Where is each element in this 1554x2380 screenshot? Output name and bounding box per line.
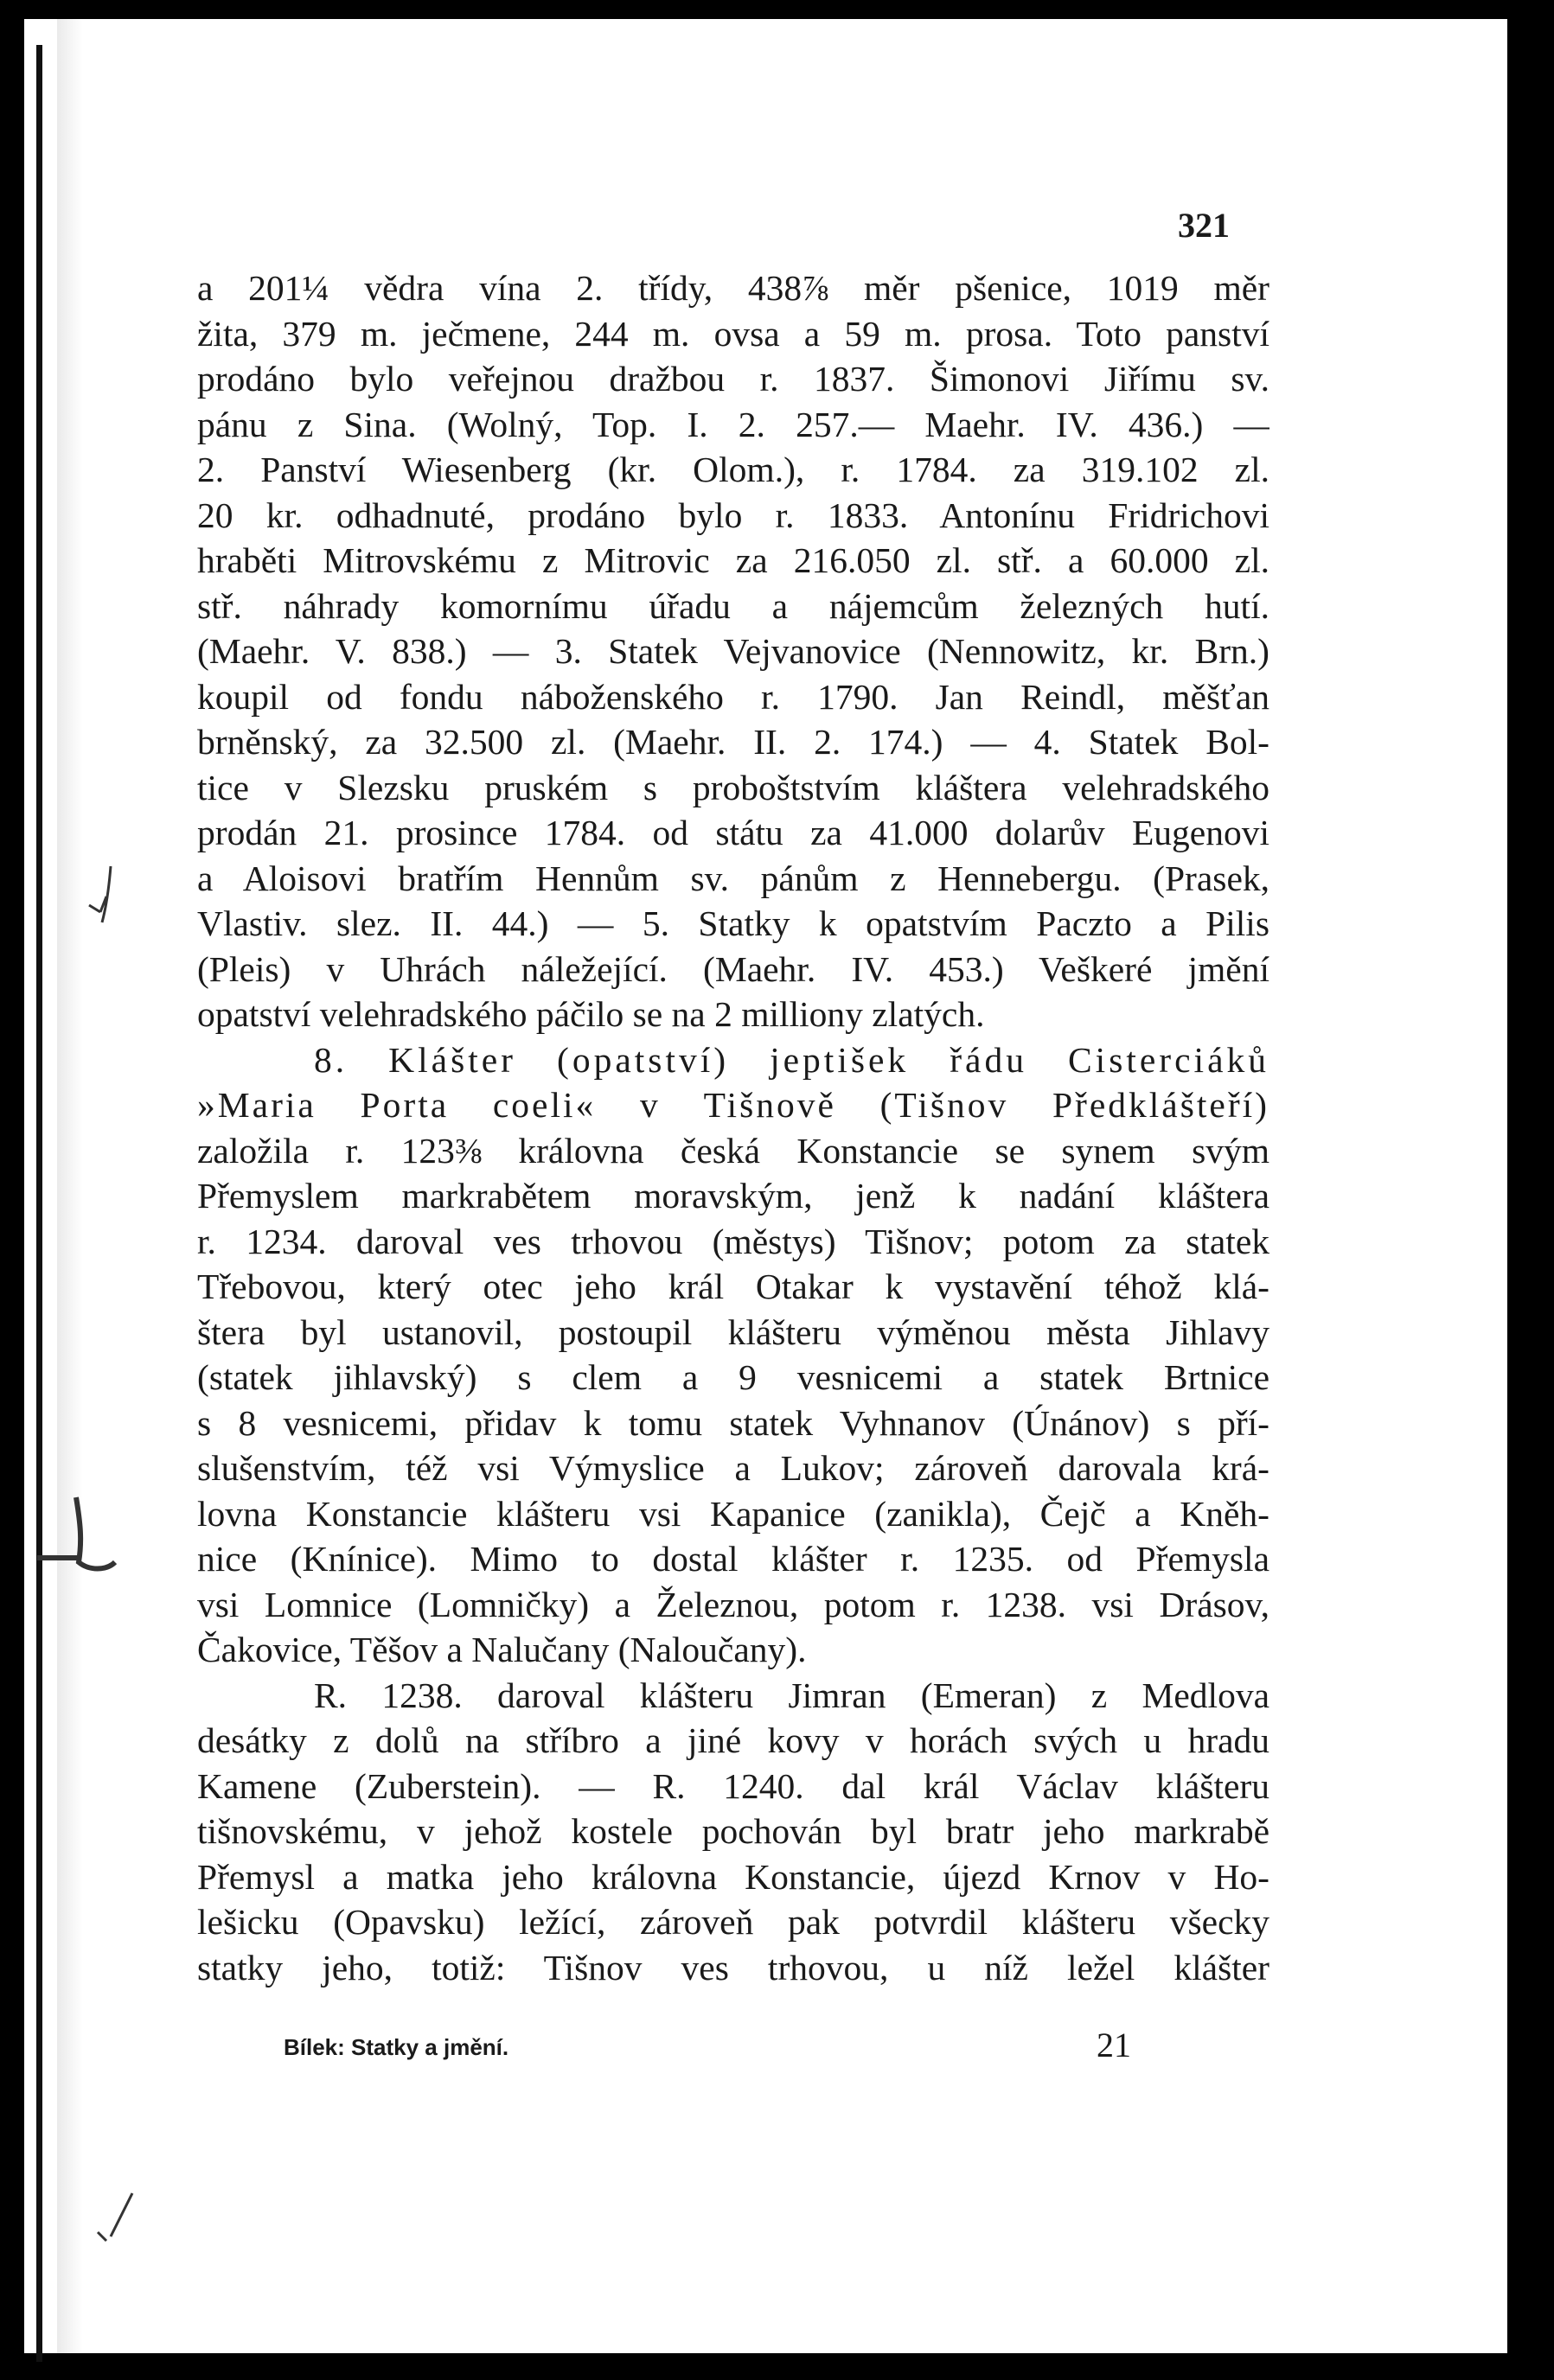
footer-signature: Bílek: Statky a jmění. xyxy=(284,2034,509,2060)
text-line: vsi Lomnice (Lomničky) a Železnou, potom r. 1238. vsi Drásov, xyxy=(197,1584,1269,1624)
body-text xyxy=(197,265,1269,1990)
text-line: nice (Knínice). Mimo to dostal klášter r. 1235. od Přemysla xyxy=(197,1539,1269,1579)
text-line: stř. náhrady komornímu úřadu a nájemcům železných hutí. xyxy=(197,585,1269,626)
text-line: štera byl ustanovil, postoupil klášteru výměnou města Jihlavy xyxy=(197,1311,1269,1352)
text-line: R. 1238. daroval klášteru Jimran (Emeran) z Medlova xyxy=(314,1675,1269,1715)
text-line: žita, 379 m. ječmene, 244 m. ovsa a 59 m. prosa. Toto panství xyxy=(197,313,1269,354)
text-line: tišnovskému, v jehož kostele pochován byl bratr jeho markrabě xyxy=(197,1811,1269,1851)
text-line: Kamene (Zuberstein). — R. 1240. dal král Václav klášteru xyxy=(197,1765,1269,1806)
text-line: pánu z Sina. (Wolný, Top. I. 2. 257.— Maehr. IV. 436.) — xyxy=(197,404,1269,444)
binding-edge xyxy=(36,45,42,2362)
text-line: r. 1234. daroval ves trhovou (městys) Tišnov; potom za statek xyxy=(197,1221,1269,1261)
pencil-check-mark-icon xyxy=(85,862,137,931)
pencil-tick-mark-icon xyxy=(89,2189,141,2249)
text-line: Třebovou, který otec jeho král Otakar k vystavění téhož klá- xyxy=(197,1267,1269,1306)
book-page xyxy=(24,19,1507,2353)
text-line: a 201¼ vědra vína 2. třídy, 438⅞ měr pšenice, 1019 měr xyxy=(197,268,1269,308)
text-line: Přemysl a matka jeho královna Konstancie, újezd Krnov v Ho- xyxy=(197,1856,1269,1897)
text-line: (Pleis) v Uhrách náležející. (Maehr. IV. 453.) Veškeré jmění xyxy=(197,948,1269,989)
text-line: desátky z dolů na stříbro a jiné kovy v horách svých u hradu xyxy=(197,1720,1269,1760)
text-line: s 8 vesnicemi, přidav k tomu statek Vyhnanov (Únánov) s pří- xyxy=(197,1402,1269,1443)
text-line: koupil od fondu náboženského r. 1790. Jan Reindl, měšťan xyxy=(197,676,1269,717)
page-number: 321 xyxy=(1178,206,1230,245)
text-line: »Maria Porta coeli« v Tišnově (Tišnov Předklášteří) xyxy=(197,1085,1269,1125)
text-line: prodán 21. prosince 1784. od státu za 41.000 dolarův Eugenovi xyxy=(197,813,1269,852)
text-line: (statek jihlavský) s clem a 9 vesnicemi a statek Brtnice xyxy=(197,1357,1269,1397)
text-line: statky jeho, totiž: Tišnov ves trhovou, u níž ležel klášter xyxy=(197,1947,1269,1988)
text-line: Přemyslem markrabětem moravským, jenž k nadání kláštera xyxy=(197,1176,1269,1216)
text-line: brněnský, za 32.500 zl. (Maehr. II. 2. 174.) — 4. Statek Bol- xyxy=(197,722,1269,762)
text-line: Čakovice, Těšov a Nalučany (Naloučany). xyxy=(197,1630,807,1669)
text-line: prodáno bylo veřejnou dražbou r. 1837. Šimonovi Jiřímu sv. xyxy=(197,359,1269,399)
binding-shadow xyxy=(57,19,83,2353)
text-line: lovna Konstancie klášteru vsi Kapanice (zanikla), Čejč a Kněh- xyxy=(197,1493,1269,1534)
text-line: (Maehr. V. 838.) — 3. Statek Vejvanovice (Nennowitz, kr. Brn.) xyxy=(197,631,1269,671)
text-line: Vlastiv. slez. II. 44.) — 5. Statky k opatstvím Paczto a Pilis xyxy=(197,903,1269,943)
text-line: slušenstvím, též vsi Výmyslice a Lukov; zároveň darovala krá- xyxy=(197,1448,1269,1488)
text-line: 2. Panství Wiesenberg (kr. Olom.), r. 1784. za 319.102 zl. xyxy=(197,450,1269,489)
text-line: tice v Slezsku pruském s proboštstvím kláštera velehradského xyxy=(197,767,1269,807)
section-heading-line: 8. Klášter (opatství) jeptišek řádu Cisterciáků xyxy=(314,1039,1269,1080)
text-line: lešicku (Opavsku) ležící, zároveň pak potvrdil klášteru všecky xyxy=(197,1902,1269,1942)
text-line: hraběti Mitrovskému z Mitrovic za 216.050 zl. stř. a 60.000 zl. xyxy=(197,540,1269,580)
text-line: opatství velehradského páčilo se na 2 milliony zlatých. xyxy=(197,994,985,1034)
text-line: založila r. 123⅜ královna česká Konstancie se synem svým xyxy=(197,1130,1269,1171)
signature-number: 21 xyxy=(1097,2026,1131,2064)
text-line: a Aloisovi bratřím Hennům sv. pánům z Hennebergu. (Prasek, xyxy=(197,858,1269,898)
pencil-bracket-mark-icon xyxy=(29,1489,124,1584)
text-line: 20 kr. odhadnuté, prodáno bylo r. 1833. Antonínu Fridrichovi xyxy=(197,495,1269,535)
